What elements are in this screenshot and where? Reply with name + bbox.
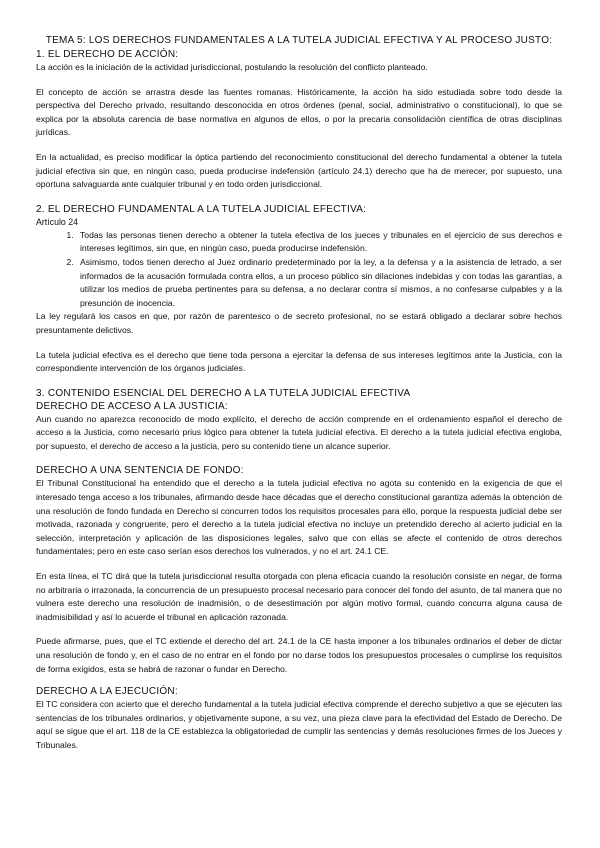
subsection-heading: DERECHO A UNA SENTENCIA DE FONDO: — [36, 465, 244, 477]
page-title: TEMA 5: LOS DERECHOS FUNDAMENTALES A LA TUTELA JUDICIAL EFECTIVA Y AL PROCESO JUSTO: — [45, 35, 553, 46]
paragraph: La acción es la iniciación de la actividad jurisdiccional, postulando la resolución del conflicto planteado. — [36, 62, 428, 72]
article-label: Artículo 24 — [36, 216, 79, 227]
list-item: 2. Asimismo, todos tienen derecho al Juez ordinario predeterminado por la ley, a la defensa y a la asistencia de letrado, a ser informados de la acusación formulada contra ellos, a un proceso público sin dilaciones indebidas y con todas las garantías, a utilizar los medios de prueba pertinentes para su defensa, a no declarar contra sí mismos, a no confesarse culpables y a la presunción de inocencia. — [76, 256, 562, 310]
paragraph: El concepto de acción se arrastra desde las fuentes romanas. Históricamente, la acción ha sido estudiada sobre todo desde la perspectiva del Derecho privado, resultando desconocida en otros órdenes (penal, social, administrativo o constitucional), lo que se explica por la absoluta carencia de base normativa en algunos de ellos, o por la precaria consolidación científica de otras disciplinas jurídicas. — [36, 86, 562, 138]
subsection-heading: DERECHO A LA EJECUCIÓN: — [36, 686, 178, 698]
section-1-heading: 1. EL DERECHO DE ACCIÓN: — [36, 49, 179, 60]
section-2-heading: 2. EL DERECHO FUNDAMENTAL A LA TUTELA JUDICIAL EFECTIVA: — [36, 203, 367, 215]
subsection-heading: DERECHO DE ACCESO A LA JUSTICIA: — [36, 400, 228, 412]
paragraph: Aun cuando no aparezca reconocido de modo explícito, el derecho de acción comprende en el ordenamiento español el derecho de acceso a la Justicia, como necesario prius lógico para obtener la tutela judicial efectiva. El derecho a la tutela judicial efectiva engloba, por supuesto, el derecho de acceso a la justicia, pero su contenido tiene un alcance superior. — [36, 413, 562, 451]
paragraph: El Tribunal Constitucional ha entendido que el derecho a la tutela judicial efectiva no agota su contenido en la exigencia de que el interesado tenga acceso a los tribunales, afirmando desde hace décadas que el derecho constitucional garantiza además la obtención de una resolución de fondo fundada en Derecho si concurren todos los requisitos procesales para ello, porque la respuesta judicial debe ser motivada, razonada y congruente, pero el derecho a la tutela judicial efectiva no incluye un pretendido derecho al acierto judicial en la selección, interpretación y aplicación de las disposiciones legales, salvo que con ellas se afecte el contenido de otros derechos fundamentales; pero en este caso serían esos derechos los vulnerados, y no el art. 24.1 CE. — [36, 478, 562, 557]
list-item: 1. Todas las personas tienen derecho a obtener la tutela efectiva de los jueces y tribunales en el ejercicio de sus derechos e intereses legítimos, sin que, en ningún caso, pueda producirse indefensión. — [76, 229, 562, 256]
paragraph: En esta línea, el TC dirá que la tutela jurisdiccional resulta otorgada con plena eficacia cuando la resolución consiste en negar, de forma no arbitraria o irrazonada, la concurrencia de un presupuesto procesal necesario para conocer del fondo del asunto, de tal manera que no vulnera este derecho una resolución de inadmisión, o de desestimación por algún motivo formal, cuando concurra alguna causa de inadmisibilidad y así lo acuerde el tribunal en aplicación razonada. — [36, 571, 562, 622]
paragraph: El TC considera con acierto que el derecho fundamental a la tutela judicial efectiva comprende el derecho subjetivo a que se ejecuten las sentencias de los tribunales ordinarios, y objetivamente supone, a su vez, una pieza clave para la efectividad del Estado de Derecho. De aquí se sigue que el art. 118 de la CE establezca la obligatoriedad de cumplir las sentencias y demás resoluciones firmes de los Jueces y Tribunales. — [36, 699, 562, 750]
section-3-heading: 3. CONTENIDO ESENCIAL DEL DERECHO A LA TUTELA JUDICIAL EFECTIVA — [36, 387, 411, 399]
paragraph: La tutela judicial efectiva es el derecho que tiene toda persona a ejercitar la defensa de sus intereses legítimos ante la Justicia, con la correspondiente intervención de los órganos judiciales. — [36, 349, 562, 374]
article-list — [36, 229, 562, 311]
paragraph: La ley regulará los casos en que, por razón de parentesco o de secreto profesional, no se estará obligado a declarar sobre hechos presuntamente delictivos. — [36, 311, 562, 335]
paragraph: Puede afirmarse, pues, que el TC extiende el derecho del art. 24.1 de la CE hasta imponer a los tribunales ordinarios el deber de dictar una resolución de fondo y, en el caso de no entrar en el fondo por no darse todos los presupuestos procesales o cumplirse los requisitos de forma exigidos, esta se habrá de razonar o fundar en Derecho. — [36, 636, 562, 674]
paragraph: En la actualidad, es preciso modificar la óptica partiendo del reconocimiento constitucional del derecho fundamental a obtener la tutela judicial efectiva sin que, en ningún caso, pueda producirse indefensión (artículo 24.1) derecho que ha de merecer, por supuesto, una oportuna salvaguarda ante cualquier tribunal y en todo orden jurisdiccional. — [36, 151, 562, 190]
